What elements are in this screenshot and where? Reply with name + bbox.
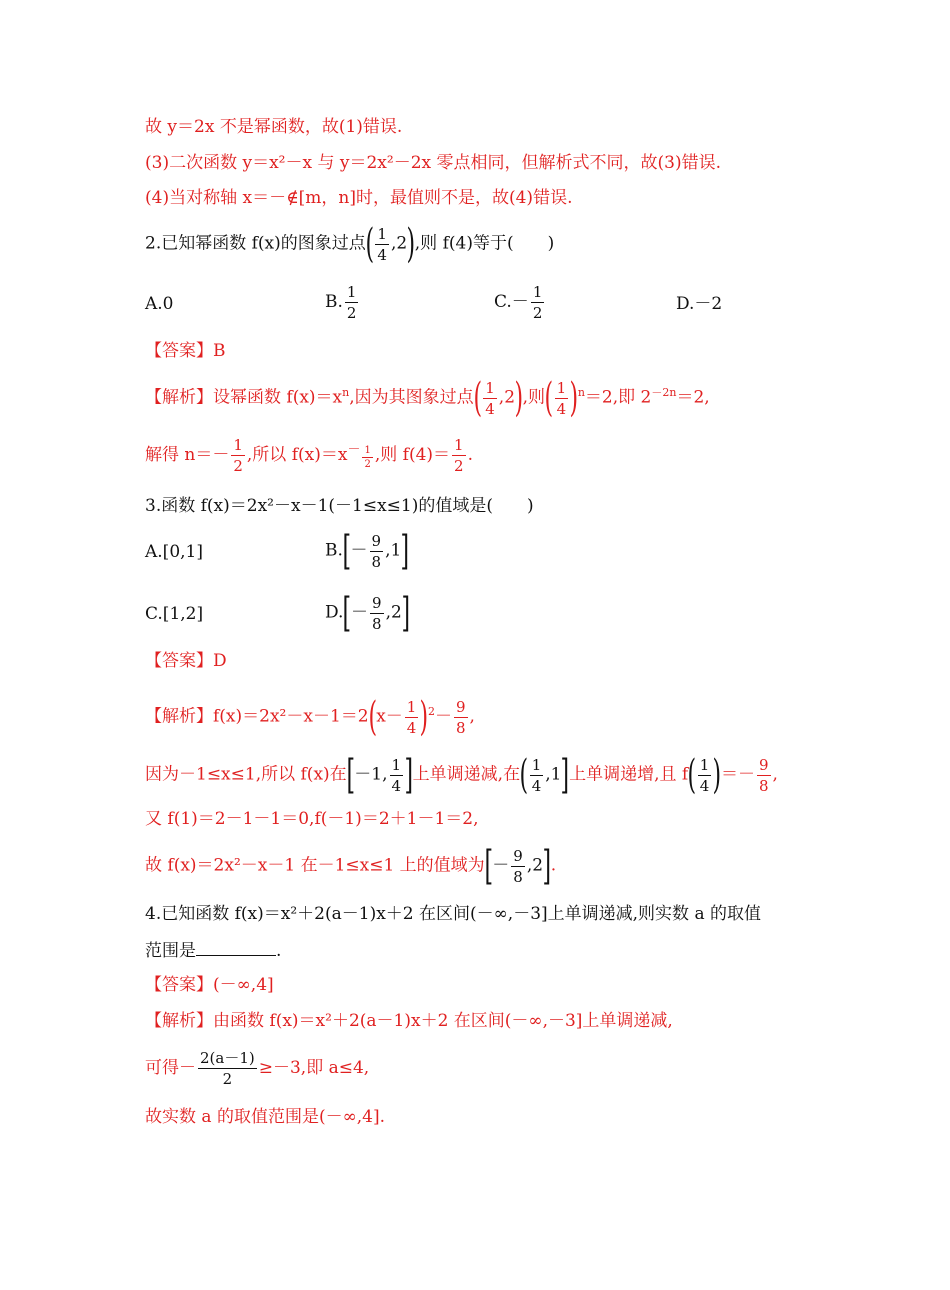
- q3-sol2-f: ,: [772, 764, 778, 785]
- q2-sol1-c: ,则: [522, 387, 546, 408]
- q3-sol1-c: －: [434, 706, 452, 727]
- q2-option-d: D.－2: [676, 294, 723, 314]
- q3-option-b-label: B.: [325, 540, 343, 561]
- q4-stem2-end: .: [276, 941, 282, 961]
- frac-num: 1: [556, 378, 567, 397]
- q4-solution-line-3: 故实数 a 的取值范围是(－∞,4].: [145, 1107, 385, 1127]
- q3-sol4-a: 故 f(x)＝2x²－x－1 在－1≤x≤1 上的值域为: [145, 855, 485, 876]
- point-x-fraction: [375, 225, 389, 264]
- frac-num: 9: [371, 531, 382, 550]
- q2-option-c-label: C.－: [494, 292, 529, 312]
- frac-num: 2(a－1): [200, 1049, 255, 1067]
- frac-num: 1: [532, 283, 543, 301]
- frac-den: 8: [372, 614, 382, 633]
- question-4-stem-line-2: [145, 939, 281, 962]
- q2-suffix: ,则 f(4)等于( ): [414, 233, 555, 254]
- q2-option-a: A.0: [145, 294, 174, 314]
- frac-den: 2: [233, 457, 243, 475]
- neg-sign: －: [350, 540, 368, 561]
- frac-num: 1: [346, 283, 357, 301]
- q3-option-c: C.[1,2]: [145, 604, 204, 624]
- q3-sol1-b: x－: [376, 706, 403, 727]
- q2-option-c: [494, 283, 546, 322]
- q3-sol1-d: ,: [469, 706, 475, 727]
- q2-sol1-d: ＝2,即 2: [584, 387, 652, 408]
- frac-num: 1: [485, 378, 495, 397]
- frac-num: 1: [699, 755, 710, 774]
- frac-num: 1: [531, 755, 542, 774]
- solution-line-1: 故 y＝2x 不是幂函数，故(1)错误.: [145, 117, 403, 137]
- frac-den: 2: [532, 304, 543, 322]
- neg-sign: －: [492, 855, 510, 876]
- exp-neg: －: [347, 442, 361, 458]
- upper-1: ,1: [385, 540, 402, 561]
- q2-sol2-a: 解得 n＝－: [145, 445, 230, 465]
- frac-num: 9: [758, 755, 769, 774]
- frac-num: 1: [377, 224, 387, 243]
- frac-den: 8: [513, 867, 523, 886]
- q3-sol2-upper: ,1: [545, 764, 562, 785]
- exp-neg-2n: －2n: [651, 385, 677, 399]
- frac-den: 2: [222, 1070, 233, 1088]
- q3-sol2-e: ＝－: [720, 764, 755, 785]
- upper-2: ,2: [385, 602, 402, 623]
- solution-line-4: (4)当对称轴 x＝－∉[m，n]时，最值则不是，故(4)错误.: [145, 188, 573, 208]
- q4-stem2: 范围是: [145, 941, 196, 961]
- q4-answer: 【答案】(－∞,4]: [145, 975, 274, 995]
- q2-solution-line-2: [145, 436, 473, 475]
- exp-n: n: [342, 385, 350, 399]
- q3-option-d-label: D.: [325, 602, 344, 623]
- frac-den: 4: [699, 776, 710, 795]
- q4-solution-line-1: 【解析】由函数 f(x)＝x²＋2(a－1)x＋2 在区间(－∞,－3]上单调递减,: [145, 1011, 673, 1031]
- answer-blank: [196, 939, 276, 956]
- point-y: ,2: [390, 233, 408, 254]
- frac-num: 1: [454, 436, 464, 454]
- question-2-stem: [145, 221, 555, 267]
- frac-den: 4: [556, 399, 567, 418]
- frac-num: 9: [372, 593, 382, 612]
- q2-sol2-b: ,所以 f(x)＝x: [246, 445, 348, 465]
- q3-option-a: A.[0,1]: [145, 542, 203, 562]
- q4-sol2-a: 可得－: [145, 1058, 196, 1078]
- q2-sol1-comma2: ,2: [498, 387, 516, 408]
- frac-den: 2: [364, 459, 371, 471]
- q3-sol2-b: －1,: [354, 764, 388, 785]
- frac-den: 8: [455, 718, 466, 737]
- exp-n-2: n: [577, 385, 585, 399]
- q2-sol2-d: .: [467, 445, 473, 465]
- frac-den: 4: [531, 776, 542, 795]
- frac-num: 9: [513, 846, 523, 865]
- neg-sign: －: [351, 602, 369, 623]
- q3-sol4-b: .: [550, 855, 557, 876]
- frac-den: 4: [391, 776, 402, 795]
- q3-sol1-a: 【解析】f(x)＝2x²－x－1＝2: [145, 706, 369, 727]
- frac-den: 2: [454, 457, 464, 475]
- frac-num: 1: [364, 445, 371, 457]
- frac-num: 1: [406, 697, 417, 716]
- frac-den: 4: [377, 245, 387, 264]
- question-3-stem: 3.函数 f(x)＝2x²－x－1(－1≤x≤1)的值域是( ): [145, 496, 534, 516]
- frac-num: 9: [455, 697, 466, 716]
- q4-sol2-b: ≥－3,即 a≤4,: [258, 1058, 370, 1078]
- q3-solution-line-1: 【解析】f(x)＝2x²－x－1＝2(x－ $\frac{1}{4}$ )$^2$－ $\frac{9}{8}$ ,: [145, 694, 475, 740]
- frac-den: 4: [406, 718, 417, 737]
- q2-solution-line-1: 【解析】设幂函数 $f(x)=x^n$,因为其图象过点( $\frac{1}{4}$ ,2),则( $\frac{1}{4}$ )$^n$＝2,即 $2^{-2n}=2$,: [145, 375, 710, 421]
- question-4-stem-line-1: 4.已知函数 f(x)＝x²＋2(a－1)x＋2 在区间(－∞,－3]上单调递减,则实数 a 的取值: [145, 904, 761, 924]
- frac-den: 4: [485, 399, 495, 418]
- solution-line-3: (3)二次函数 y＝x²－x 与 y＝2x²－2x 零点相同，但解析式不同，故(3)错误.: [145, 153, 721, 173]
- right-paren: ): [406, 221, 416, 267]
- q3-sol2-a: 因为－1≤x≤1,所以 f(x)在: [145, 764, 347, 785]
- q2-sol1-e: ＝2,: [676, 387, 710, 408]
- q2-sol1-a: 【解析】设幂函数 f(x)＝x: [145, 387, 343, 408]
- q3-sol2-c: 上单调递减,在: [412, 764, 521, 785]
- q2-sol2-c: ,则 f(4)＝: [374, 445, 451, 465]
- q4-solution-line-2: [145, 1049, 369, 1088]
- frac-den: 8: [758, 776, 769, 795]
- frac-num: 1: [233, 436, 243, 454]
- q3-solution-line-3: 又 f(1)＝2－1－1＝0,f(－1)＝2＋1－1＝2,: [145, 809, 479, 829]
- q2-prefix: 2.已知幂函数 f(x)的图象过点: [145, 233, 366, 254]
- q3-solution-line-4: 故 f(x)＝2x²－x－1 在－1≤x≤1 上的值域为[－ $\frac{9}{8}$ ,2].: [145, 843, 557, 889]
- frac-den: 8: [371, 552, 382, 571]
- q2-option-b-label: B.: [325, 292, 343, 312]
- q3-answer: 【答案】D: [145, 651, 227, 671]
- frac-num: 1: [391, 755, 402, 774]
- q2-answer: 【答案】B: [145, 341, 226, 361]
- q2-option-b: [325, 283, 360, 322]
- left-paren: (: [365, 221, 374, 267]
- q3-option-d: D.[－ $\frac{9}{8}$ ,2]: [325, 590, 410, 636]
- frac-den: 2: [346, 304, 357, 322]
- q3-solution-line-2: 因为－1≤x≤1,所以 f(x)在[－1, $\frac{1}{4}$ ]上单调递减,在( $\frac{1}{4}$ ,1]上单调递增,且 f( $\frac{1}{4}$ )＝－ $\frac{9}{8}$ ,: [145, 752, 778, 798]
- q2-sol1-b: ,因为其图象过点: [349, 387, 474, 408]
- range-upper: ,2: [526, 855, 544, 876]
- q3-option-b: B.[－ $\frac{9}{8}$ ,1]: [325, 528, 410, 574]
- q3-sol2-d: 上单调递增,且 f: [569, 764, 689, 785]
